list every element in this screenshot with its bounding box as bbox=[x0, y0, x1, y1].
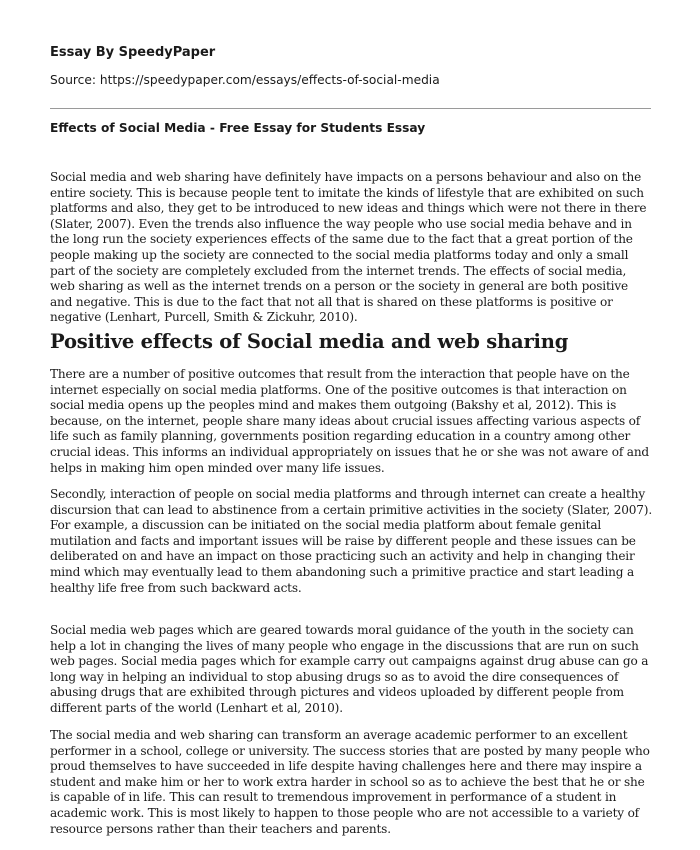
body-paragraph: There are a number of positive outcomes that result from the interaction that people have on the internet especially on social media platforms. One of the positive outcomes is that interaction on social media opens up the peoples mind and makes them outgoing (Bakshy et al, 2012). This is because, on the internet, people share many ideas about crucial issues affecting various aspects of life such as family planning, governments position regarding education in a country among other crucial ideas. This informs an individual appropriately on issues that he or she was not aware of and helps in making him open minded over many life issues. bbox=[50, 367, 649, 475]
header-divider bbox=[50, 108, 651, 109]
body-paragraph: Secondly, interaction of people on social media platforms and through internet can create a healthy discursion that can lead to abstinence from a certain primitive activities in the society (Slater, 2007). For example, a discussion can be initiated on the social media platform about female genital mutilation and facts and important issues will be raise by different people and these issues can be deliberated on and have an impact on those practicing such an activity and help in changing their mind which may eventually lead to them abandoning such a primitive practice and start leading a healthy life free from such backward acts. bbox=[50, 487, 653, 595]
body-paragraph: The social media and web sharing can transform an average academic performer to an excellent performer in a school, college or university. The success stories that are posted by many people who proud themselves to have succeeded in life despite having challenges here and there may inspire a student and make him or her to work extra harder in school so as to achieve the best that he or she is capable of in life. This can result to tremendous improvement in performance of a student in academic work. This is most likely to happen to those people who are not accessible to a variety of resource persons rather than their teachers and parents. bbox=[50, 728, 650, 836]
body-paragraph: Social media web pages which are geared towards moral guidance of the youth in the society can help a lot in changing the lives of many people who engage in the discussions that are run on such web pages. Social media pages which for example carry out campaigns against drug abuse can go a long way in helping an individual to stop abusing drugs so as to avoid the dire consequences of abusing drugs that are exhibited through pictures and videos uploaded by different people from different parts of the world (Lenhart et al, 2010). bbox=[50, 623, 649, 715]
essay-author-line: Essay By SpeedyPaper bbox=[50, 45, 216, 60]
section-heading: Positive effects of Social media and web sharing bbox=[50, 330, 569, 353]
intro-paragraph: Social media and web sharing have definitely have impacts on a persons behaviour and also on the entire society. This is because people tent to imitate the kinds of lifestyle that are exhibited on such platforms and also, they get to be introduced to new ideas and things which were not there in there (Slater, 2007). Even the trends also influence the way people who use social media behave and in the long run the society experiences effects of the same due to the fact that a great portion of the people making up the society are connected to the social media platforms today and only a small part of the society are completely excluded from the internet trends. The effects of social media, web sharing as well as the internet trends on a person or the society in general are both positive and negative. This is due to the fact that not all that is shared on these platforms is positive or negative (Lenhart, Purcell, Smith & Zickuhr, 2010). bbox=[50, 170, 647, 325]
source-line: Source: https://speedypaper.com/essays/effects-of-social-media bbox=[50, 73, 440, 87]
document-title: Effects of Social Media - Free Essay for Students Essay bbox=[50, 121, 426, 135]
